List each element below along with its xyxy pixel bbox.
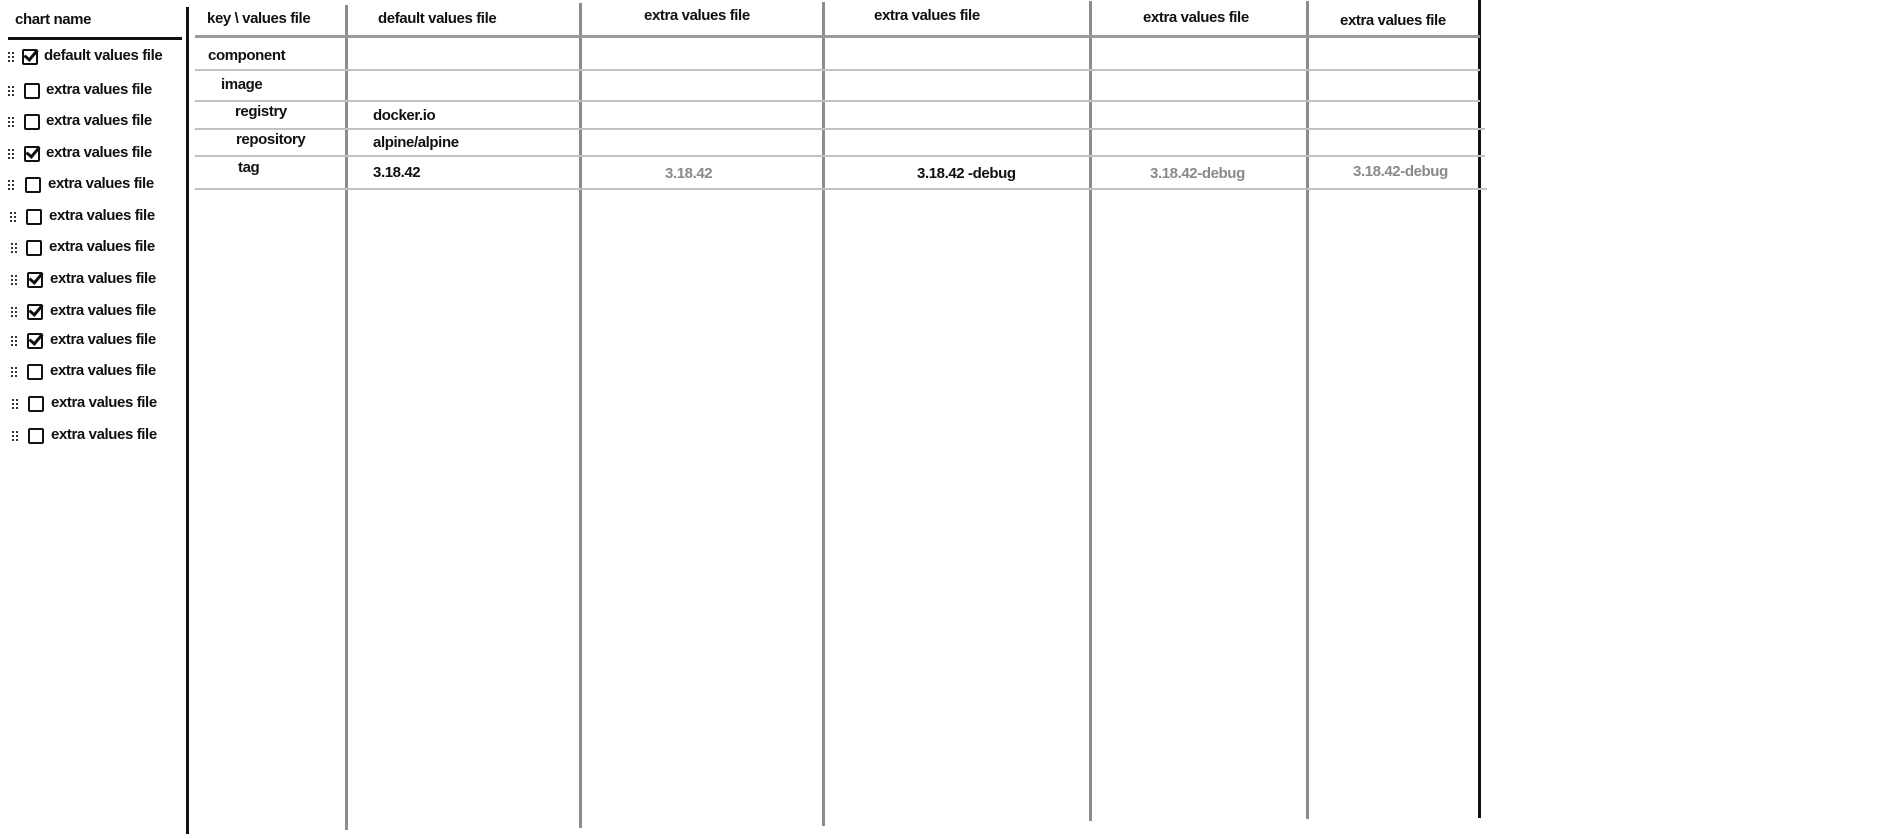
sidebar-item-label: extra values file bbox=[46, 144, 152, 161]
sidebar-item-extra-values-file[interactable] bbox=[8, 301, 178, 323]
sidebar-item-extra-values-file[interactable] bbox=[8, 330, 178, 352]
sidebar-item-extra-values-file[interactable] bbox=[8, 361, 178, 383]
sidebar-item-default-values-file[interactable] bbox=[8, 46, 178, 68]
key-cell-component[interactable]: component bbox=[208, 47, 286, 64]
sidebar-item-extra-values-file[interactable] bbox=[8, 269, 178, 291]
value-cell-tag-extra-2[interactable]: 3.18.42 -debug bbox=[917, 165, 1016, 182]
column-header-extra-3[interactable]: extra values file bbox=[1143, 9, 1249, 26]
checkbox-checked-icon[interactable] bbox=[27, 304, 43, 320]
row-divider bbox=[195, 69, 1480, 71]
sidebar-item-label: extra values file bbox=[46, 112, 152, 129]
key-cell-tag[interactable]: tag bbox=[238, 159, 260, 176]
checkbox-checked-icon[interactable] bbox=[27, 333, 43, 349]
drag-handle-icon[interactable] bbox=[11, 275, 17, 285]
column-divider[interactable] bbox=[1089, 1, 1092, 821]
sidebar-item-label: extra values file bbox=[50, 270, 156, 287]
sidebar-item-extra-values-file[interactable] bbox=[8, 237, 178, 259]
column-divider[interactable] bbox=[579, 3, 582, 828]
checkbox-checked-icon[interactable] bbox=[24, 146, 40, 162]
row-divider bbox=[195, 188, 1487, 190]
sidebar-item-label: extra values file bbox=[49, 207, 155, 224]
checkbox-checked-icon[interactable] bbox=[27, 272, 43, 288]
value-cell-repository-default[interactable]: alpine/alpine bbox=[373, 134, 459, 151]
key-cell-image[interactable]: image bbox=[221, 76, 263, 93]
sidebar-item-label: extra values file bbox=[50, 331, 156, 348]
checkbox-icon[interactable] bbox=[28, 396, 44, 412]
drag-handle-icon[interactable] bbox=[8, 180, 14, 190]
sidebar-item-label: extra values file bbox=[50, 302, 156, 319]
sidebar-title: chart name bbox=[15, 11, 92, 28]
sidebar-header-divider bbox=[8, 37, 182, 40]
checkbox-checked-icon[interactable] bbox=[22, 49, 38, 65]
drag-handle-icon[interactable] bbox=[11, 307, 17, 317]
value-cell-tag-extra-4[interactable]: 3.18.42-debug bbox=[1353, 163, 1448, 180]
drag-handle-icon[interactable] bbox=[11, 243, 17, 253]
sidebar-item-label: default values file bbox=[44, 47, 163, 64]
sidebar-item-extra-values-file[interactable] bbox=[8, 425, 178, 447]
column-divider[interactable] bbox=[1306, 1, 1309, 819]
sidebar-item-label: extra values file bbox=[46, 81, 152, 98]
checkbox-icon[interactable] bbox=[28, 428, 44, 444]
column-header-extra-4[interactable]: extra values file bbox=[1340, 12, 1446, 29]
checkbox-icon[interactable] bbox=[26, 209, 42, 225]
sidebar-item-extra-values-file[interactable] bbox=[8, 393, 178, 415]
drag-handle-icon[interactable] bbox=[12, 431, 18, 441]
drag-handle-icon[interactable] bbox=[12, 399, 18, 409]
sidebar-item-label: extra values file bbox=[51, 426, 157, 443]
drag-handle-icon[interactable] bbox=[8, 52, 14, 62]
drag-handle-icon[interactable] bbox=[11, 367, 17, 377]
sidebar-item-extra-values-file[interactable] bbox=[8, 174, 178, 196]
checkbox-icon[interactable] bbox=[27, 364, 43, 380]
value-cell-tag-extra-1[interactable]: 3.18.42 bbox=[665, 165, 713, 182]
sidebar-item-extra-values-file[interactable] bbox=[8, 111, 178, 133]
value-cell-tag-default[interactable]: 3.18.42 bbox=[373, 164, 421, 181]
row-divider bbox=[195, 100, 1480, 102]
sidebar-item-label: extra values file bbox=[49, 238, 155, 255]
key-cell-repository[interactable]: repository bbox=[236, 131, 306, 148]
checkbox-icon[interactable] bbox=[26, 240, 42, 256]
drag-handle-icon[interactable] bbox=[11, 336, 17, 346]
drag-handle-icon[interactable] bbox=[8, 149, 14, 159]
column-header-extra-1[interactable]: extra values file bbox=[644, 7, 750, 24]
sidebar-item-extra-values-file[interactable] bbox=[8, 143, 178, 165]
table-right-border[interactable] bbox=[1478, 0, 1481, 818]
row-divider bbox=[195, 128, 1485, 130]
key-cell-registry[interactable]: registry bbox=[235, 103, 287, 120]
header-divider bbox=[195, 35, 1480, 38]
sidebar-item-extra-values-file[interactable] bbox=[8, 206, 178, 228]
column-header-extra-2[interactable]: extra values file bbox=[874, 7, 980, 24]
sidebar-item-label: extra values file bbox=[50, 362, 156, 379]
drag-handle-icon[interactable] bbox=[10, 212, 16, 222]
drag-handle-icon[interactable] bbox=[8, 86, 14, 96]
column-header-key[interactable]: key \ values file bbox=[207, 10, 311, 27]
sidebar-divider[interactable] bbox=[186, 7, 189, 834]
checkbox-icon[interactable] bbox=[24, 114, 40, 130]
checkbox-icon[interactable] bbox=[24, 83, 40, 99]
column-divider[interactable] bbox=[822, 2, 825, 826]
row-divider bbox=[195, 155, 1485, 157]
sidebar-item-label: extra values file bbox=[51, 394, 157, 411]
value-cell-registry-default[interactable]: docker.io bbox=[373, 107, 436, 124]
checkbox-icon[interactable] bbox=[25, 177, 41, 193]
sidebar-item-extra-values-file[interactable] bbox=[8, 80, 178, 102]
value-cell-tag-extra-3[interactable]: 3.18.42-debug bbox=[1150, 165, 1245, 182]
sidebar-item-label: extra values file bbox=[48, 175, 154, 192]
drag-handle-icon[interactable] bbox=[8, 117, 14, 127]
column-header-default[interactable]: default values file bbox=[378, 10, 497, 27]
